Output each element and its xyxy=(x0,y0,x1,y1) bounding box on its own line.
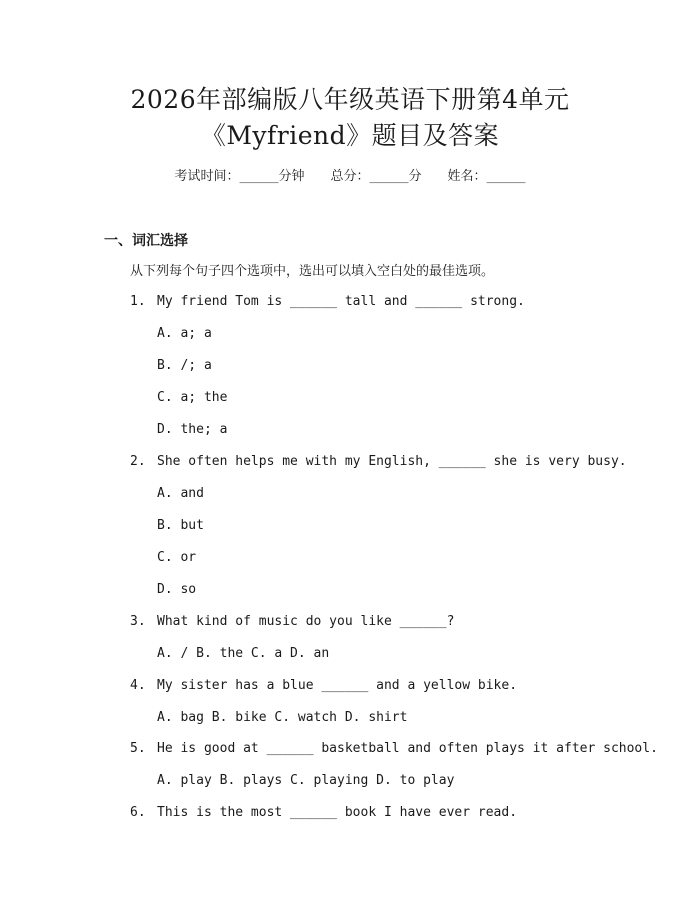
question-5-options: A. play B. plays C. playing D. to play xyxy=(157,773,455,788)
question-3 xyxy=(130,614,454,629)
question-number: 6. xyxy=(130,805,146,820)
question-text: My friend Tom is ______ tall and ______ strong. xyxy=(157,294,525,309)
question-text: She often helps me with my English, ______ she is very busy. xyxy=(157,454,627,469)
document-title-line2: 《Myfriend》题目及答案 xyxy=(200,121,500,150)
question-2-option-b: B. but xyxy=(157,518,204,533)
question-text: What kind of music do you like ______? xyxy=(157,614,455,629)
question-2-option-d: D. so xyxy=(157,582,197,597)
question-number: 5. xyxy=(130,741,146,756)
exam-meta xyxy=(0,168,700,186)
question-1 xyxy=(130,294,525,309)
question-text: This is the most ______ book I have ever read. xyxy=(157,805,518,820)
question-2 xyxy=(130,454,627,469)
question-number: 1. xyxy=(130,294,146,309)
section-instruction: 从下列每个句子四个选项中，选出可以填入空白处的最佳选项。 xyxy=(130,264,495,279)
question-number: 3. xyxy=(130,614,146,629)
question-6 xyxy=(130,805,517,820)
question-4-options: A. bag B. bike C. watch D. shirt xyxy=(157,710,408,725)
total-score-label: 总分：______分 xyxy=(330,169,422,184)
question-1-option-c: C. a; the xyxy=(157,390,228,405)
exam-time-label: 考试时间：______分钟 xyxy=(174,169,305,184)
question-2-option-a: A. and xyxy=(157,486,204,501)
question-5 xyxy=(130,741,658,756)
student-name-label: 姓名：______ xyxy=(447,169,526,184)
question-number: 2. xyxy=(130,454,146,469)
section-heading: 一、词汇选择 xyxy=(104,233,188,249)
question-number: 4. xyxy=(130,678,146,693)
question-4 xyxy=(130,678,517,693)
question-2-option-c: C. or xyxy=(157,550,197,565)
document-title-line1: 2026年部编版八年级英语下册第4单元 xyxy=(130,85,570,114)
question-1-option-a: A. a; a xyxy=(157,326,212,341)
question-text: He is good at ______ basketball and often plays it after school. xyxy=(157,741,658,756)
question-3-options: A. / B. the C. a D. an xyxy=(157,646,330,661)
question-1-option-d: D. the; a xyxy=(157,422,228,437)
question-text: My sister has a blue ______ and a yellow bike. xyxy=(157,678,518,693)
question-1-option-b: B. /; a xyxy=(157,358,212,373)
